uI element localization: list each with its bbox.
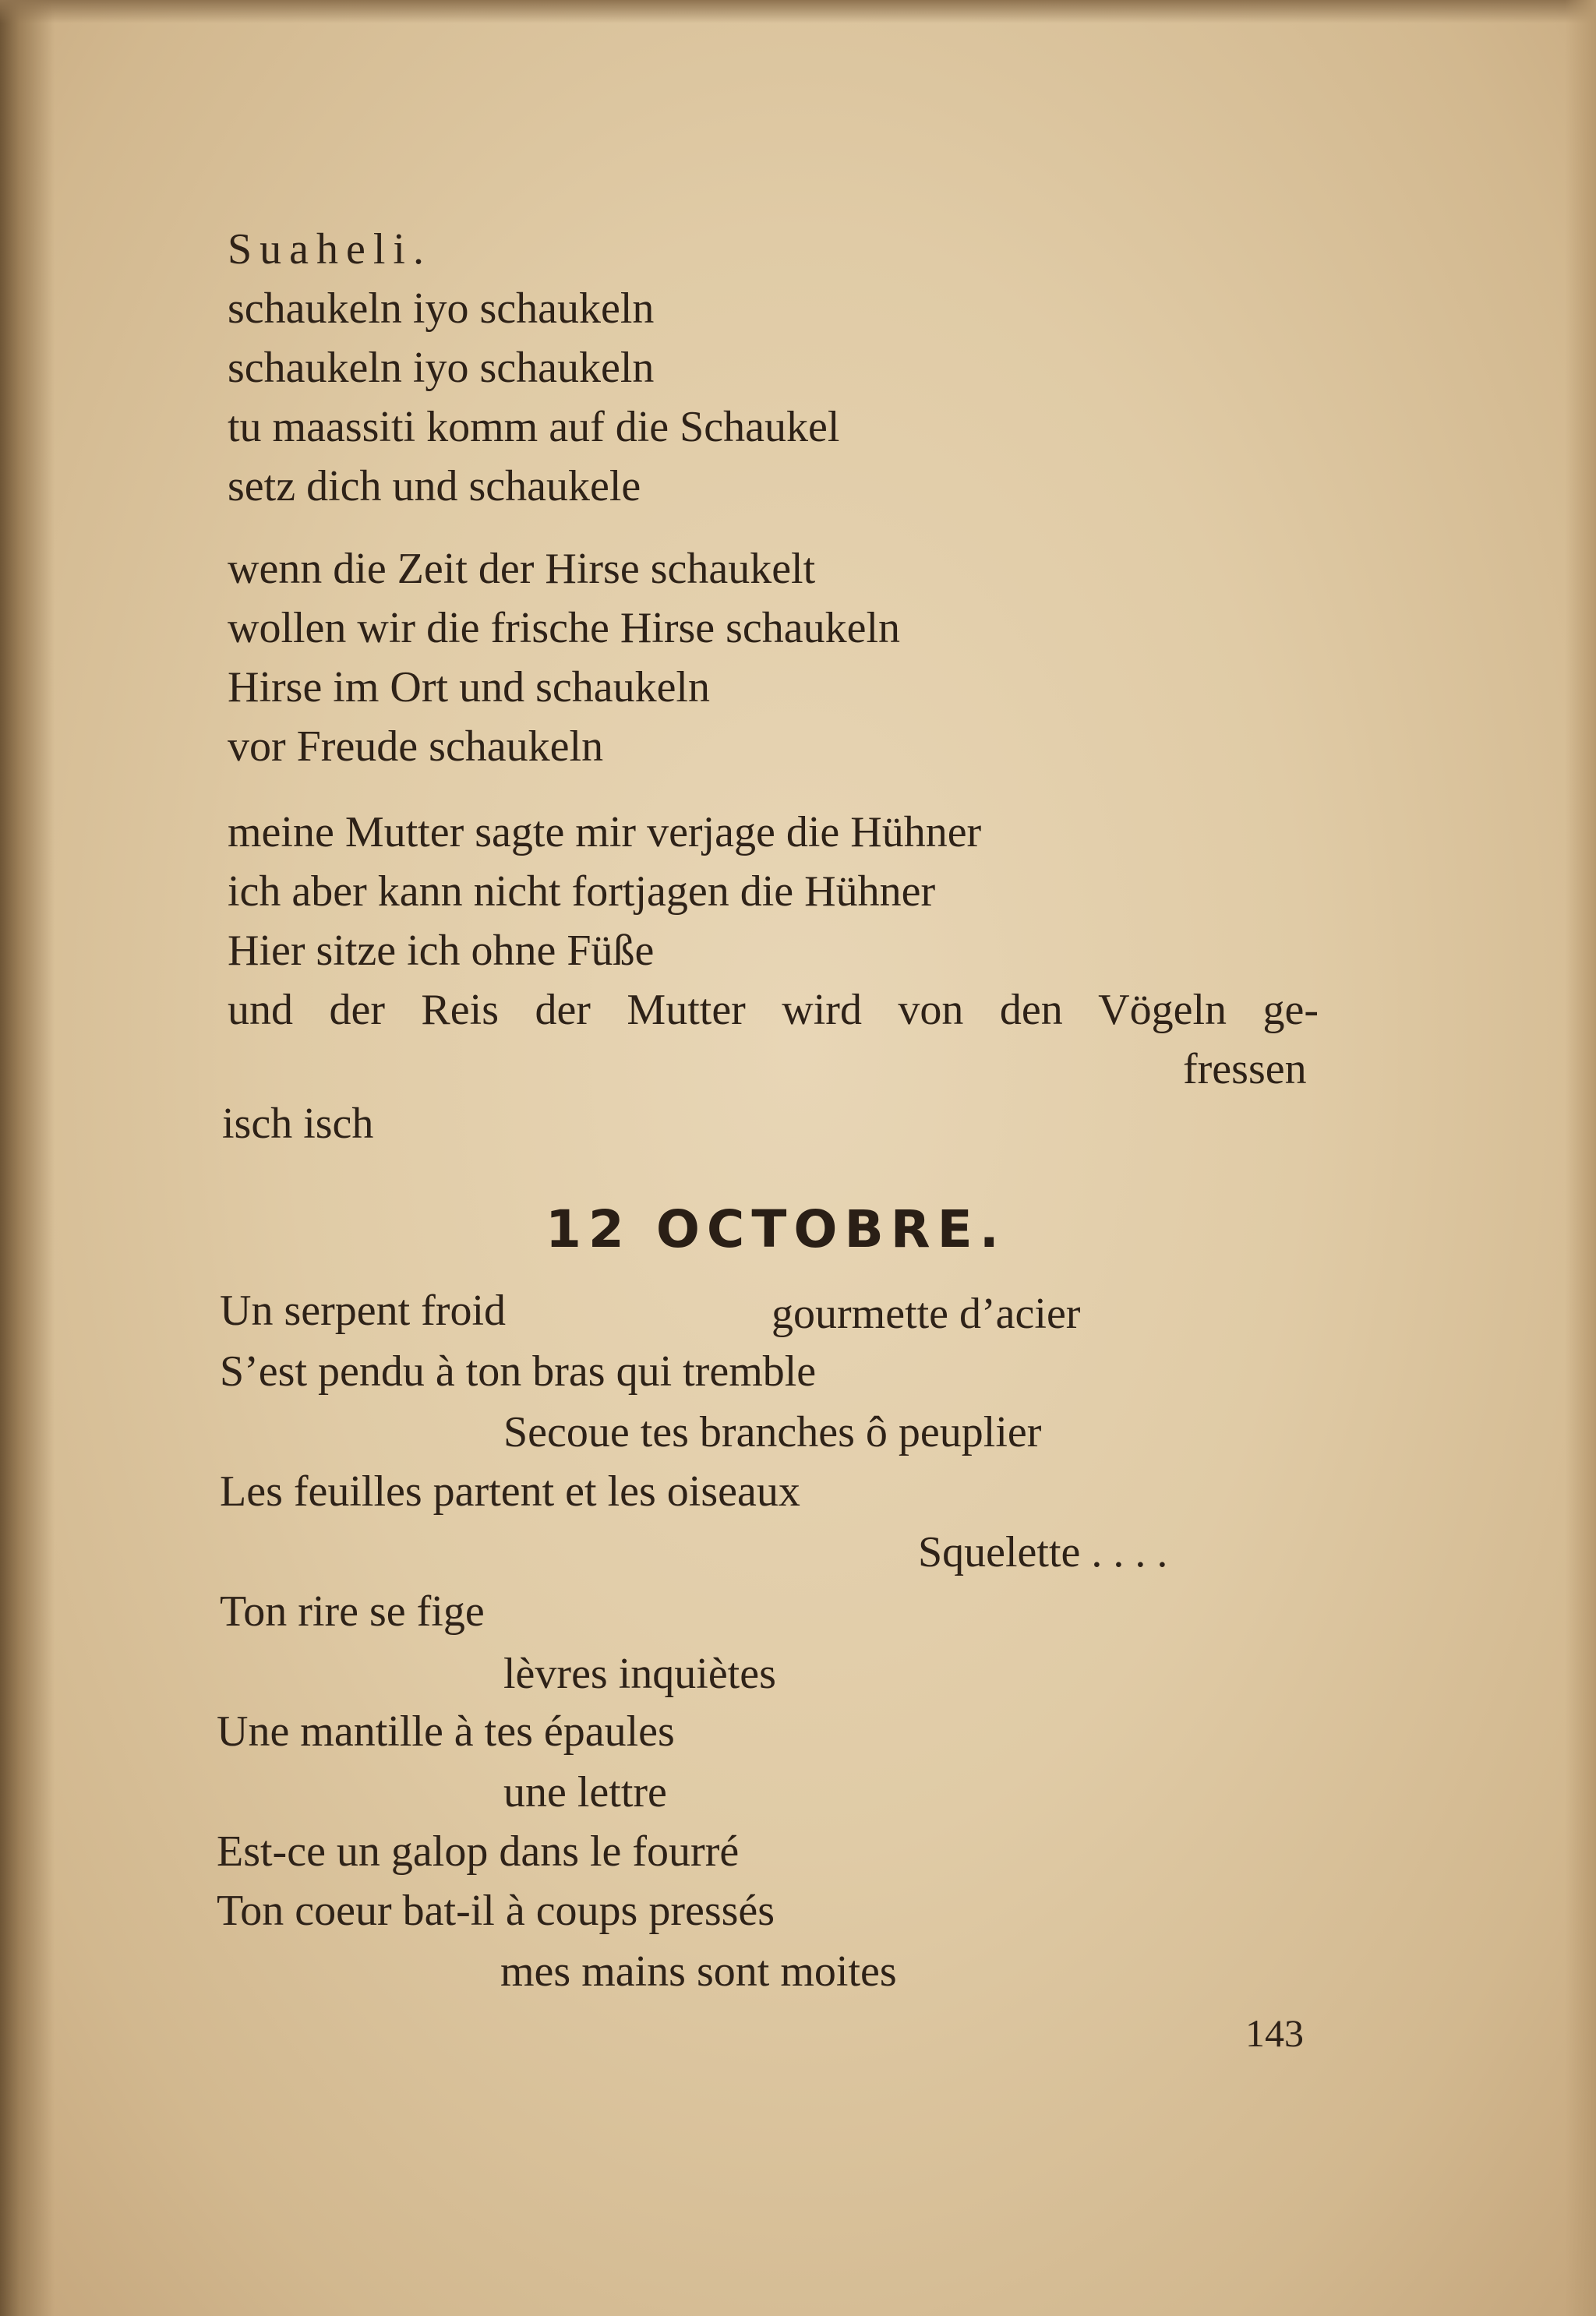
spine-shadow — [0, 0, 55, 2316]
poem-line: Ton coeur bat-il à coups pressés — [217, 1887, 775, 1935]
poem-line: tu maassiti komm auf die Schaukel — [228, 403, 840, 451]
poem-line: Hier sitze ich ohne Füße — [228, 927, 655, 975]
poem-line: isch isch — [222, 1100, 374, 1148]
poem-line: une lettre — [503, 1768, 667, 1816]
poem-line: Une mantille à tes épaules — [217, 1707, 675, 1756]
poem-line: setz dich und schaukele — [228, 462, 641, 510]
section-label-suaheli: Suaheli. — [228, 225, 432, 274]
poem-line: schaukeln iyo schaukeln — [228, 344, 655, 392]
right-edge-shadow — [1565, 0, 1596, 2316]
poem-line: wollen wir die frische Hirse schaukeln — [228, 604, 901, 652]
poem-line: Est-ce un galop dans le fourré — [217, 1827, 740, 1876]
poem-line: und der Reis der Mutter wird von den Vögeln ge- — [228, 986, 1319, 1034]
poem-line: Squelette . . . . — [918, 1528, 1168, 1576]
poem-line: gourmette d’acier — [772, 1290, 1081, 1338]
poem-line-continuation: fressen — [1183, 1045, 1307, 1093]
poem-line: Un serpent froid — [220, 1287, 507, 1335]
poem-line: ich aber kann nicht fortjagen die Hühner — [228, 867, 936, 916]
poem-line: mes mains sont moites — [500, 1947, 897, 1996]
poem-line: S’est pendu à ton bras qui tremble — [220, 1347, 817, 1396]
poem-line: Les feuilles partent et les oiseaux — [220, 1467, 800, 1516]
poem-line: Hirse im Ort und schaukeln — [228, 663, 710, 711]
section-title-12-octobre: 12 OCTOBRE. — [546, 1199, 1006, 1259]
poem-line: lèvres inquiètes — [503, 1650, 776, 1698]
poem-line: meine Mutter sagte mir verjage die Hühner — [228, 808, 982, 856]
poem-line: wenn die Zeit der Hirse schaukelt — [228, 545, 816, 593]
top-edge-shadow — [0, 0, 1596, 23]
page-number: 143 — [1245, 2011, 1304, 2055]
poem-line: Ton rire se fige — [220, 1587, 485, 1636]
poem-line: Secoue tes branches ô peuplier — [503, 1408, 1042, 1456]
poem-line: schaukeln iyo schaukeln — [228, 284, 655, 333]
poem-line: vor Freude schaukeln — [228, 722, 604, 771]
